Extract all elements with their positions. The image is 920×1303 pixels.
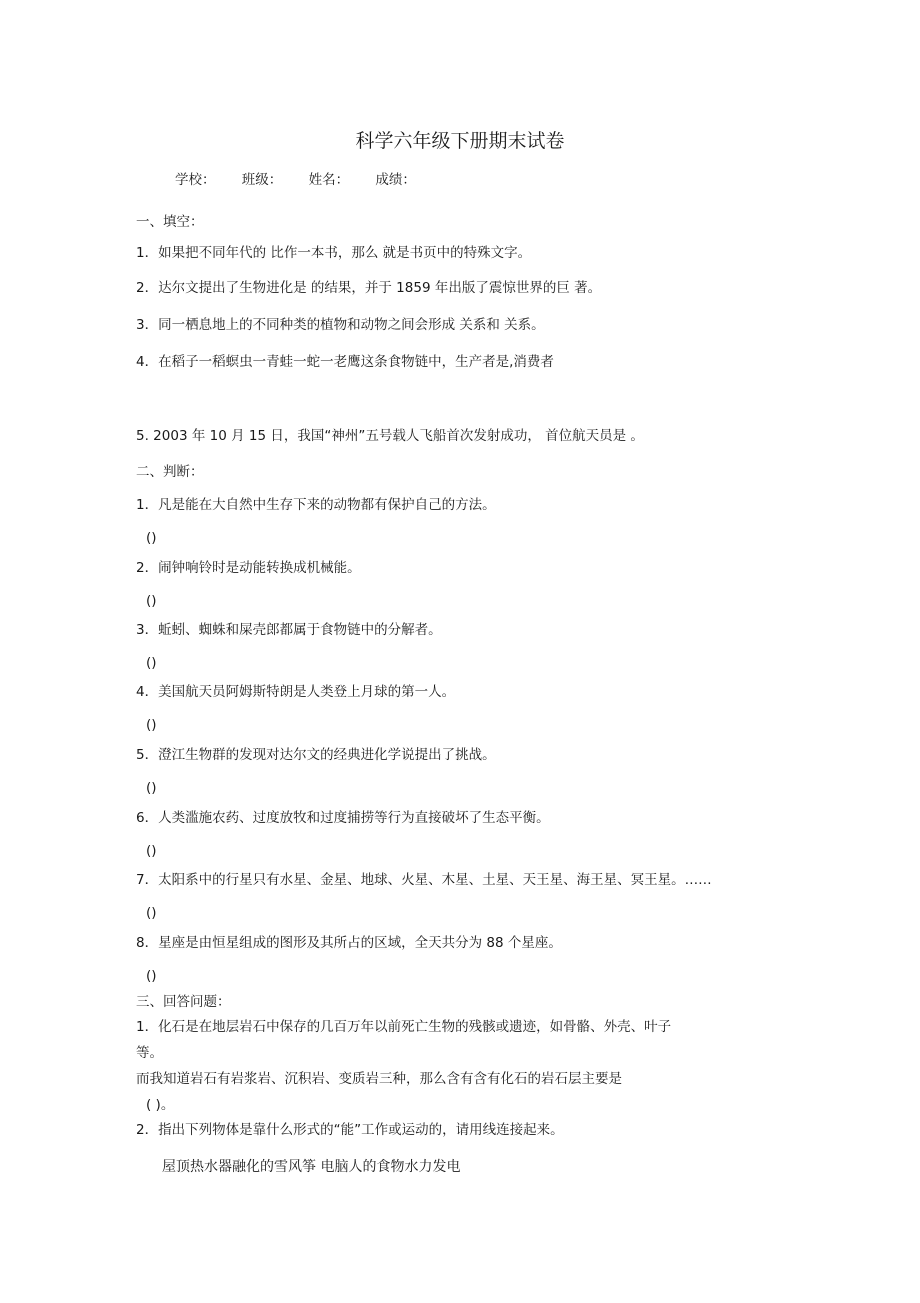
fill-question-1: 1．如果把不同年代的 比作一本书，那么 就是书页中的特殊文字。 bbox=[136, 245, 532, 261]
judge-question-1: 1．凡是能在大自然中生存下来的动物都有保护自己的方法。 bbox=[136, 497, 496, 513]
page-title: 科学六年级下册期末试卷 bbox=[355, 130, 565, 152]
fill-question-5: 5. 2003 年 10 月 15 日，我国“神州”五号载人飞船首次发射成功， 首位航天员是 。 bbox=[136, 428, 644, 444]
score-label: 成绩： bbox=[375, 172, 416, 188]
answer-question-1-line-1: 1．化石是在地层岩石中保存的几百万年以前死亡生物的残骸或遗迹，如骨骼、外壳、叶子 bbox=[136, 1019, 672, 1035]
fill-question-4: 4．在稻子一稻螟虫一青蛙一蛇一老鹰这条食物链中，生产者是,消费者 bbox=[136, 354, 554, 370]
judge-question-6: 6．人类滥施农药、过度放牧和过度捕捞等行为直接破坏了生态平衡。 bbox=[136, 810, 550, 826]
judge-question-5: 5．澄江生物群的发现对达尔文的经典进化学说提出了挑战。 bbox=[136, 747, 496, 763]
school-label: 学校： bbox=[175, 172, 216, 188]
fill-question-3: 3．同一栖息地上的不同种类的植物和动物之间会形成 关系和 关系。 bbox=[136, 317, 545, 333]
section-judge-heading: 二、判断： bbox=[136, 464, 204, 480]
answer-question-1-line-2: 等。 bbox=[136, 1045, 163, 1061]
class-label: 班级： bbox=[241, 172, 283, 188]
answer-question-2-items: 屋顶热水器融化的雪风筝 电脑人的食物水力发电 bbox=[162, 1159, 461, 1175]
judge-question-8: 8．星座是由恒星组成的图形及其所占的区域，全天共分为 88 个星座。 bbox=[136, 935, 562, 951]
judge-answer-4: () bbox=[146, 717, 157, 733]
answer-question-2: 2．指出下列物体是靠什么形式的“能”工作或运动的，请用线连接起来。 bbox=[136, 1122, 564, 1138]
judge-answer-5: () bbox=[146, 780, 157, 796]
judge-question-4: 4．美国航天员阿姆斯特朗是人类登上月球的第一人。 bbox=[136, 684, 456, 700]
judge-answer-8: () bbox=[146, 968, 157, 984]
judge-answer-6: () bbox=[146, 843, 157, 859]
section-fill-in-heading: 一、填空： bbox=[136, 214, 204, 230]
judge-question-2: 2．闹钟响铃时是动能转换成机械能。 bbox=[136, 560, 361, 576]
judge-answer-2: () bbox=[146, 593, 157, 609]
name-label: 姓名： bbox=[308, 172, 350, 188]
judge-answer-3: () bbox=[146, 655, 157, 671]
answer-question-1-line-3: 而我知道岩石有岩浆岩、沉积岩、变质岩三种，那么含有含有化石的岩石层主要是 bbox=[136, 1071, 622, 1087]
section-answer-heading: 三、回答问题： bbox=[136, 994, 231, 1010]
student-info-line bbox=[175, 168, 438, 188]
judge-question-7: 7．太阳系中的行星只有水星、金星、地球、火星、木星、土星、天王星、海王星、冥王星。…… bbox=[136, 872, 712, 888]
judge-answer-7: () bbox=[146, 905, 157, 921]
fill-question-2: 2．达尔文提出了生物进化是 的结果，并于 1859 年出版了震惊世界的巨 著。 bbox=[136, 280, 602, 296]
judge-question-3: 3．蚯蚓、蜘蛛和屎壳郎都属于食物链中的分解者。 bbox=[136, 622, 442, 638]
answer-question-1-line-4: ( )。 bbox=[146, 1097, 175, 1113]
judge-answer-1: () bbox=[146, 530, 157, 546]
